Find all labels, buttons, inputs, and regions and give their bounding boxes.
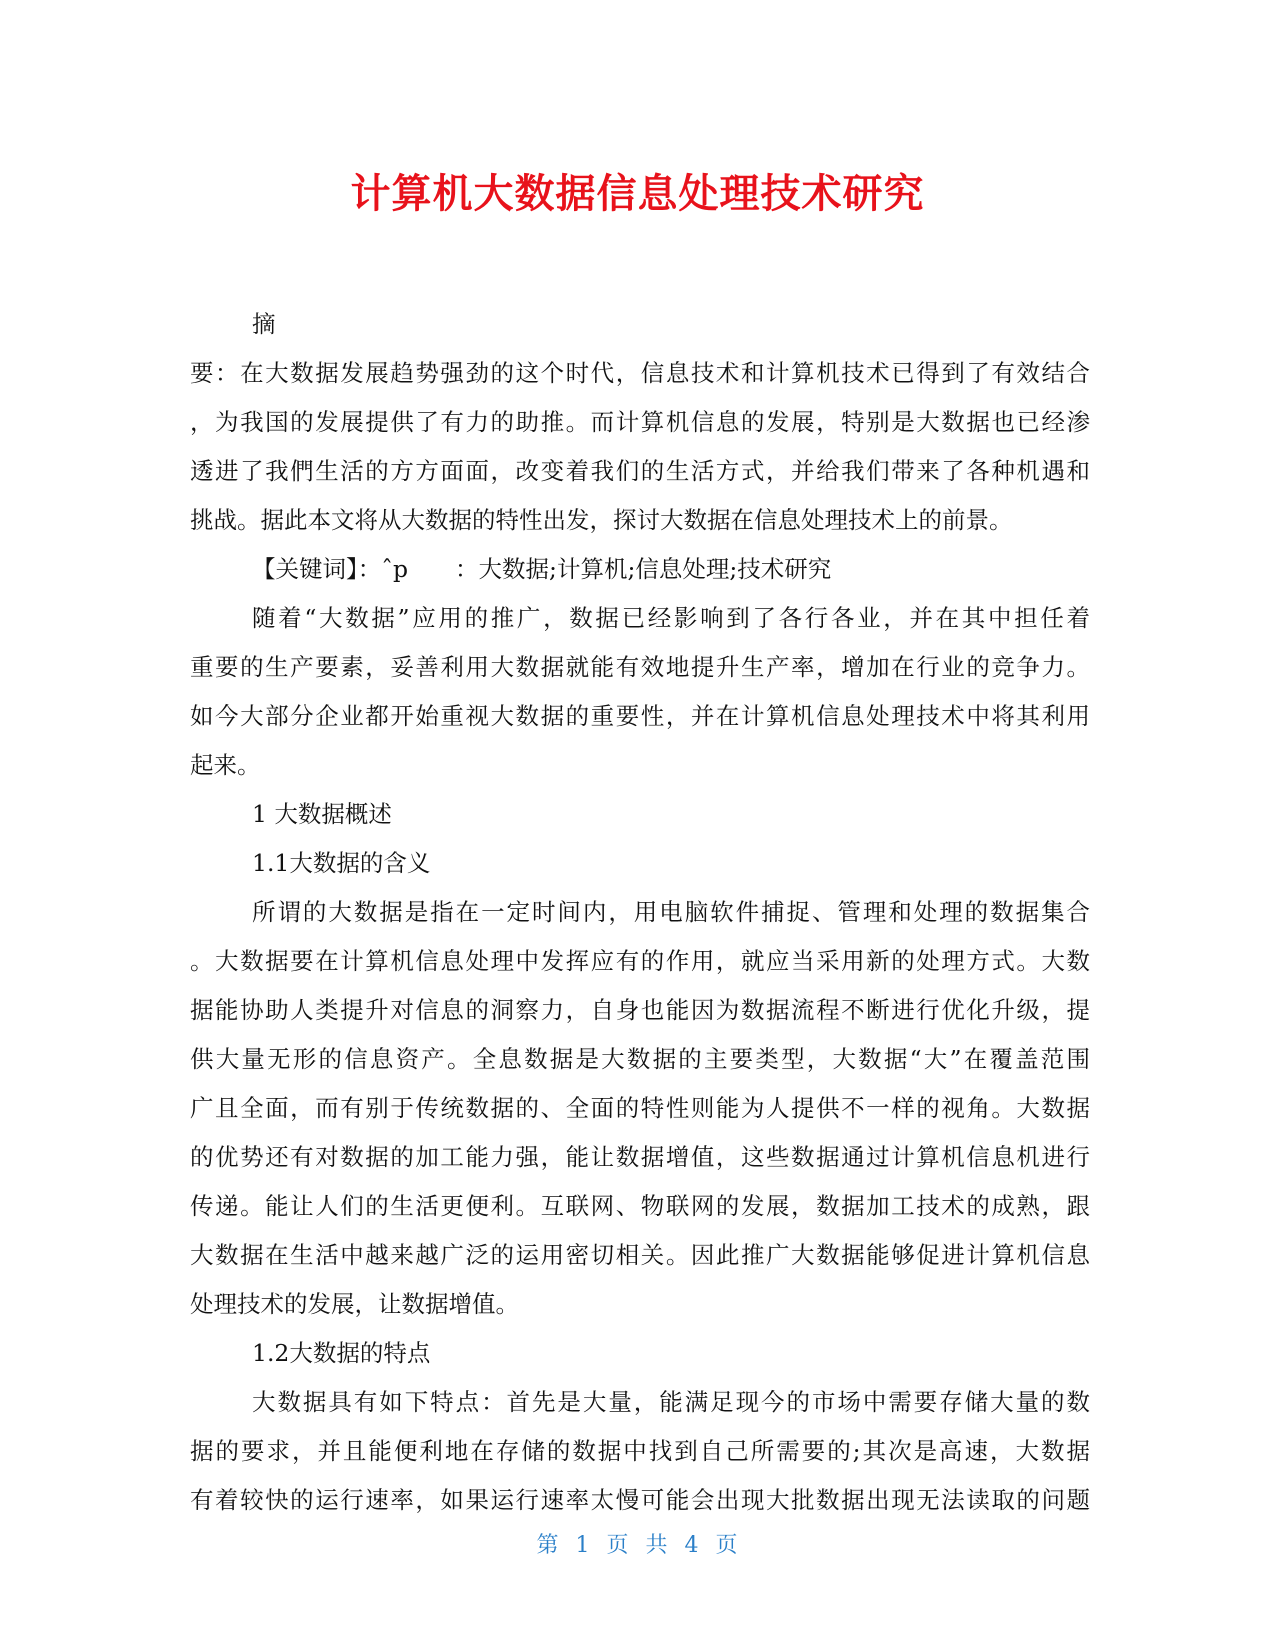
text-line: 【关键词】：ˆp ：大数据;计算机;信息处理;技术研究 bbox=[252, 555, 832, 583]
footer-current-page: 1 bbox=[575, 1533, 591, 1558]
text-line: 1.2大数据的特点 bbox=[252, 1339, 431, 1367]
text-line: 传递。能让人们的生活更便利。互联网、物联网的发展，数据加工技术的成熟，跟 bbox=[190, 1192, 1090, 1220]
text-line: 供大量无形的信息资产。全息数据是大数据的主要类型，大数据“大”在覆盖范围 bbox=[190, 1045, 1090, 1073]
document-body bbox=[190, 300, 1090, 1525]
text-line: 据的要求，并且能便利地在存储的数据中找到自己所需要的;其次是高速，大数据 bbox=[190, 1437, 1090, 1465]
text-line: ，为我国的发展提供了有力的助推。而计算机信息的发展，特别是大数据也已经渗 bbox=[190, 408, 1090, 436]
text-line: 大数据在生活中越来越广泛的运用密切相关。因此推广大数据能够促进计算机信息 bbox=[190, 1241, 1090, 1269]
text-line: 随着“大数据”应用的推广，数据已经影响到了各行各业，并在其中担任着 bbox=[252, 604, 1090, 632]
text-line: 1.1大数据的含义 bbox=[252, 849, 431, 877]
text-line: 广且全面，而有别于传统数据的、全面的特性则能为人提供不一样的视角。大数据 bbox=[190, 1094, 1090, 1122]
text-line: 要：在大数据发展趋势强劲的这个时代，信息技术和计算机技术已得到了有效结合 bbox=[190, 359, 1090, 387]
page-footer bbox=[0, 1528, 1275, 1559]
text-line: 所谓的大数据是指在一定时间内，用电脑软件捕捉、管理和处理的数据集合 bbox=[252, 898, 1090, 926]
text-line: 1 大数据概述 bbox=[252, 800, 392, 828]
text-line: 挑战。据此本文将从大数据的特性出发，探讨大数据在信息处理技术上的前景。 bbox=[190, 506, 1013, 534]
text-line: 重要的生产要素，妥善利用大数据就能有效地提升生产率，增加在行业的竞争力。 bbox=[190, 653, 1090, 681]
text-line: 起来。 bbox=[190, 751, 261, 779]
footer-label-unit2: 页 bbox=[715, 1533, 739, 1558]
document-title: 计算机大数据信息处理技术研究 bbox=[350, 171, 925, 217]
text-line: 大数据具有如下特点：首先是大量，能满足现今的市场中需要存储大量的数 bbox=[252, 1388, 1090, 1416]
footer-label-total: 共 bbox=[645, 1533, 669, 1558]
text-line: 如今大部分企业都开始重视大数据的重要性，并在计算机信息处理技术中将其利用 bbox=[190, 702, 1090, 730]
text-line: 处理技术的发展，让数据增值。 bbox=[190, 1290, 519, 1318]
footer-total-pages: 4 bbox=[684, 1533, 700, 1558]
footer-label-page: 第 bbox=[536, 1533, 560, 1558]
text-line: 的优势还有对数据的加工能力强，能让数据增值，这些数据通过计算机信息机进行 bbox=[190, 1143, 1090, 1171]
text-line: 有着较快的运行速率，如果运行速率太慢可能会出现大批数据出现无法读取的问题 bbox=[190, 1486, 1090, 1514]
text-line: 据能协助人类提升对信息的洞察力，自身也能因为数据流程不断进行优化升级，提 bbox=[190, 996, 1090, 1024]
text-line: 。大数据要在计算机信息处理中发挥应有的作用，就应当采用新的处理方式。大数 bbox=[190, 947, 1090, 975]
footer-label-unit: 页 bbox=[606, 1533, 630, 1558]
text-line: 透进了我們生活的方方面面，改变着我们的生活方式，并给我们带来了各种机遇和 bbox=[190, 457, 1090, 485]
text-line: 摘 bbox=[252, 310, 276, 338]
